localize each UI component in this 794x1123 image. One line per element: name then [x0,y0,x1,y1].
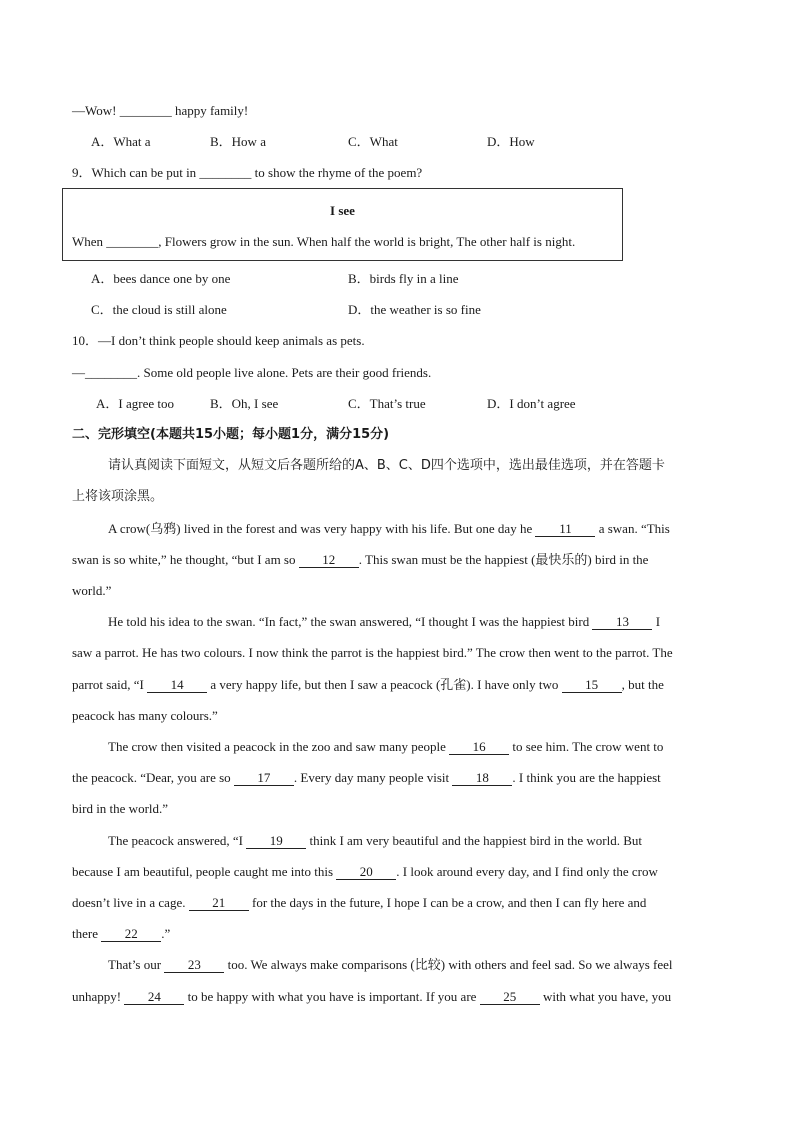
q10-option-d[interactable]: D．I don’t agree [487,396,576,411]
passage-p4-line-1 [108,833,642,849]
q9-option-b[interactable]: B．birds fly in a line [348,271,459,286]
blank-16[interactable]: 16 [449,740,509,755]
text: parrot said, “I [72,677,148,692]
text: . Every day many people visit [293,770,453,785]
text: a very happy life, but then I saw a peacock (孔雀). I have only two [207,677,562,692]
text: the peacock. “Dear, you are so [72,770,234,785]
section-2-instruction-line-1: 请认真阅读下面短文，从短文后各题所给的A、B、C、D四个选项中，选出最佳选项，并在答题卡 [108,458,665,473]
passage-p5-line-2 [72,989,671,1005]
blank-25[interactable]: 25 [480,990,540,1005]
blank-12[interactable]: 12 [299,553,359,568]
q9-stem: 9．Which can be put in ________ to show the rhyme of the poem? [72,165,423,180]
q10-stem: 10．—I don’t think people should keep animals as pets. [72,333,365,348]
q9-option-a[interactable]: A．bees dance one by one [91,271,231,286]
passage-p3-line-2 [72,770,661,786]
q9-option-c[interactable]: C．the cloud is still alone [91,302,227,317]
blank-14[interactable]: 14 [147,678,207,693]
blank-15[interactable]: 15 [562,678,622,693]
text: for the days in the future, I hope I can be a crow, and then I can fly here and [248,895,647,910]
text: unhappy! [72,989,125,1004]
blank-18[interactable]: 18 [452,771,512,786]
text: A crow(乌鸦) lived in the forest and was very happy with his life. But one day he [108,521,536,536]
passage-p2-line-2: saw a parrot. He has two colours. I now think the parrot is the happiest bird.” The crow then went to the parrot. The [72,645,673,660]
blank-11[interactable]: 11 [535,522,595,537]
text: too. We always make comparisons (比较) with others and feel sad. So we always feel [224,957,673,972]
q10-option-a[interactable]: A．I agree too [96,396,174,411]
section-2-title: 二、完形填空(本题共15小题；每小题1分，满分15分) [72,427,390,442]
q8-option-c[interactable]: C．What [348,134,398,149]
blank-20[interactable]: 20 [336,865,396,880]
passage-p4-line-4 [72,926,170,942]
passage-p1-line-2 [72,552,648,568]
text: a swan. “This [595,521,670,536]
text: , but the [621,677,664,692]
text: He told his idea to the swan. “In fact,” the swan answered, “I thought I was the happiest bird [108,614,593,629]
blank-19[interactable]: 19 [246,834,306,849]
passage-p1-line-1 [108,521,670,537]
poem-box [62,188,623,261]
passage-p3-line-1 [108,739,663,755]
q8-stem [72,103,248,119]
text: because I am beautiful, people caught me into this [72,864,337,879]
passage-p2-line-3 [72,677,664,693]
passage-p5-line-1 [108,957,673,973]
text: .” [161,926,171,941]
q8-stem-pre: —Wow! [72,103,120,118]
text: think I am very beautiful and the happiest bird in the world. But [306,833,642,848]
text: there [72,926,102,941]
poem-body: When ________, Flowers grow in the sun. When half the world is bright, The other half is night. [72,234,576,249]
text: . I look around every day, and I find only the crow [396,864,658,879]
text: doesn’t live in a cage. [72,895,189,910]
text: swan is so white,” he thought, “but I am so [72,552,299,567]
passage-p2-line-4: peacock has many colours.” [72,708,218,723]
q8-option-d[interactable]: D．How [487,134,535,149]
blank-23[interactable]: 23 [164,958,224,973]
passage-p2-line-1 [108,614,660,630]
passage-p4-line-2 [72,864,658,880]
section-2-instruction-line-2: 上将该项涂黑。 [72,489,164,504]
blank-24[interactable]: 24 [124,990,184,1005]
text: I [652,614,661,629]
passage-p3-line-3: bird in the world.” [72,801,169,816]
q8-blank: ________ [119,103,172,118]
text: to see him. The crow went to [509,739,664,754]
passage-p1-line-3: world.” [72,583,112,598]
text: The crow then visited a peacock in the zoo and saw many people [108,739,450,754]
blank-13[interactable]: 13 [592,615,652,630]
q10-reply: —________. Some old people live alone. Pets are their good friends. [72,365,432,380]
text: The peacock answered, “I [108,833,247,848]
q10-option-c[interactable]: C．That’s true [348,396,426,411]
q8-option-b[interactable]: B．How a [210,134,266,149]
passage-p4-line-3 [72,895,646,911]
q9-option-d[interactable]: D．the weather is so fine [348,302,481,317]
q8-stem-post: happy family! [171,103,249,118]
q10-option-b[interactable]: B．Oh, I see [210,396,279,411]
blank-22[interactable]: 22 [101,927,161,942]
text: . This swan must be the happiest (最快乐的) bird in the [358,552,649,567]
text: That’s our [108,957,165,972]
text: to be happy with what you have is important. If you are [184,989,480,1004]
poem-title: I see [330,203,355,218]
text: with what you have, you [539,989,672,1004]
text: . I think you are the happiest [512,770,661,785]
blank-21[interactable]: 21 [189,896,249,911]
q8-option-a[interactable]: A．What a [91,134,151,149]
blank-17[interactable]: 17 [234,771,294,786]
